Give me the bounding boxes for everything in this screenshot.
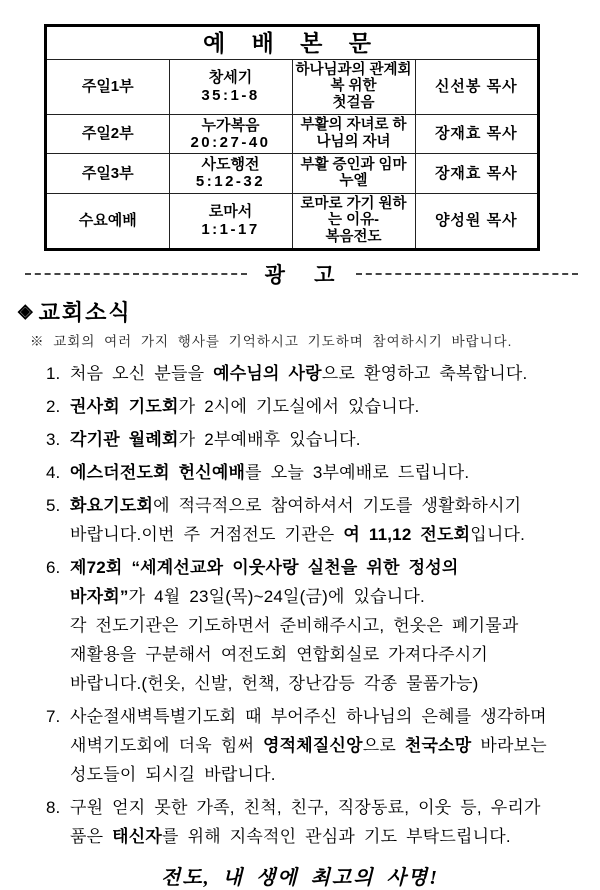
- worship-table-body: [46, 59, 538, 249]
- announcement-number: 8.: [46, 797, 61, 817]
- church-news-heading: [18, 296, 600, 327]
- sermon-title: 로마로 가기 원하는 이유- 복음전도: [292, 193, 415, 249]
- announcement-line: 제72회 “세계선교와 이웃사랑 실천을 위한 정성의: [70, 557, 459, 577]
- scripture-reference: 로마서 1:1-17: [169, 193, 292, 249]
- announcement-number: 4.: [46, 462, 61, 482]
- announcement-line: 바자회”가 4월 23일(목)~24일(금)에 있습니다.: [70, 586, 425, 606]
- worship-table-row: [46, 154, 538, 194]
- announcement-line: 성도들이 되시길 바랍니다.: [70, 764, 276, 784]
- pastor-name: 신선봉 목사: [415, 59, 538, 114]
- announcement-line: 바랍니다.이번 주 거점전도 기관은 여 11,12 전도회입니다.: [70, 524, 526, 544]
- church-news-title: 교회소식: [38, 299, 132, 325]
- service-name: 수요예배: [46, 193, 169, 249]
- dash-divider-left: [25, 273, 247, 275]
- announcement-number: 5.: [46, 495, 61, 515]
- announcement-line: 사순절새벽특별기도회 때 부어주신 하나님의 은혜를 생각하며: [70, 706, 547, 726]
- worship-table-row: [46, 59, 538, 114]
- worship-table-title-row: [46, 26, 538, 59]
- announcement-line: 화요기도회에 적극적으로 참여하셔서 기도를 생활화하시기: [70, 495, 522, 515]
- church-news-note: ※ 교회의 여러 가지 행사를 기억하시고 기도하며 참여하시기 바랍니다.: [30, 333, 513, 349]
- announcement-line: 새벽기도회에 더욱 힘써 영적체질신앙으로 천국소망 바라보는: [70, 735, 547, 755]
- announcement-text: [70, 553, 590, 698]
- announcement-text: [70, 491, 590, 549]
- announcement-item: [46, 359, 590, 388]
- scripture-reference: 사도행전 5:12-32: [169, 154, 292, 194]
- pastor-name: 장재효 목사: [415, 154, 538, 194]
- worship-scripture-table: [45, 25, 539, 250]
- announcement-text: [70, 702, 590, 789]
- announcement-number: 1.: [46, 363, 61, 383]
- bulletin-page: [0, 25, 600, 889]
- announcement-item: [46, 793, 590, 851]
- announcement-number: 2.: [46, 396, 61, 416]
- announcement-line: 각 전도기관은 기도하면서 준비해주시고, 헌옷은 폐기물과: [70, 615, 519, 635]
- announcement-item: [46, 392, 590, 421]
- scripture-reference: 누가복음 20:27-40: [169, 114, 292, 154]
- worship-table-row: [46, 114, 538, 154]
- announcement-number: 6.: [46, 557, 61, 577]
- sermon-title: 부활 증인과 임마누엘: [292, 154, 415, 194]
- diamond-icon: ◈: [18, 300, 33, 322]
- worship-table-row: [46, 193, 538, 249]
- announcement-item: [46, 702, 590, 789]
- announcement-line: 권사회 기도회가 2시에 기도실에서 있습니다.: [70, 396, 420, 416]
- announcements-section-header: [25, 259, 578, 289]
- pastor-name: 양성원 목사: [415, 193, 538, 249]
- announcement-number: 3.: [46, 429, 61, 449]
- announcement-text: [70, 359, 590, 388]
- announcement-line: 에스더전도회 헌신예배를 오늘 3부예배로 드립니다.: [70, 462, 470, 482]
- worship-table-title: 예 배 본 문: [46, 26, 538, 59]
- service-name: 주일3부: [46, 154, 169, 194]
- announcement-item: [46, 425, 590, 454]
- announcement-item: [46, 491, 590, 549]
- announcements-section-title: 광 고: [264, 262, 347, 287]
- sermon-title: 부활의 자녀로 하나님의 자녀: [292, 114, 415, 154]
- dash-divider-right: [356, 273, 578, 275]
- announcement-text: [70, 392, 590, 421]
- announcement-line: 바랍니다.(헌옷, 신발, 헌책, 장난감등 각종 물품가능): [70, 673, 479, 693]
- announcement-item: [46, 553, 590, 698]
- service-name: 주일2부: [46, 114, 169, 154]
- announcement-line: 구원 얻지 못한 가족, 친척, 친구, 직장동료, 이웃 등, 우리가: [70, 797, 541, 817]
- announcement-list: [46, 359, 590, 851]
- announcement-line: 품은 태신자를 위해 지속적인 관심과 기도 부탁드립니다.: [70, 826, 511, 846]
- pastor-name: 장재효 목사: [415, 114, 538, 154]
- announcement-item: [46, 458, 590, 487]
- service-name: 주일1부: [46, 59, 169, 114]
- announcement-line: 재활용을 구분해서 여전도회 연합회실로 가져다주시기: [70, 644, 488, 664]
- scripture-reference: 창세기 35:1-8: [169, 59, 292, 114]
- sermon-title: 하나님과의 관계회복 위한 첫걸음: [292, 59, 415, 114]
- announcement-text: [70, 425, 590, 454]
- announcement-line: 각기관 월례회가 2부예배후 있습니다.: [70, 429, 361, 449]
- worship-table-head: [46, 26, 538, 59]
- footer-slogan: 전도, 내 생에 최고의 사명!: [161, 866, 439, 889]
- announcement-number: 7.: [46, 706, 61, 726]
- announcement-line: 처음 오신 분들을 예수님의 사랑으로 환영하고 축복합니다.: [70, 363, 528, 383]
- announcement-text: [70, 793, 590, 851]
- announcement-text: [70, 458, 590, 487]
